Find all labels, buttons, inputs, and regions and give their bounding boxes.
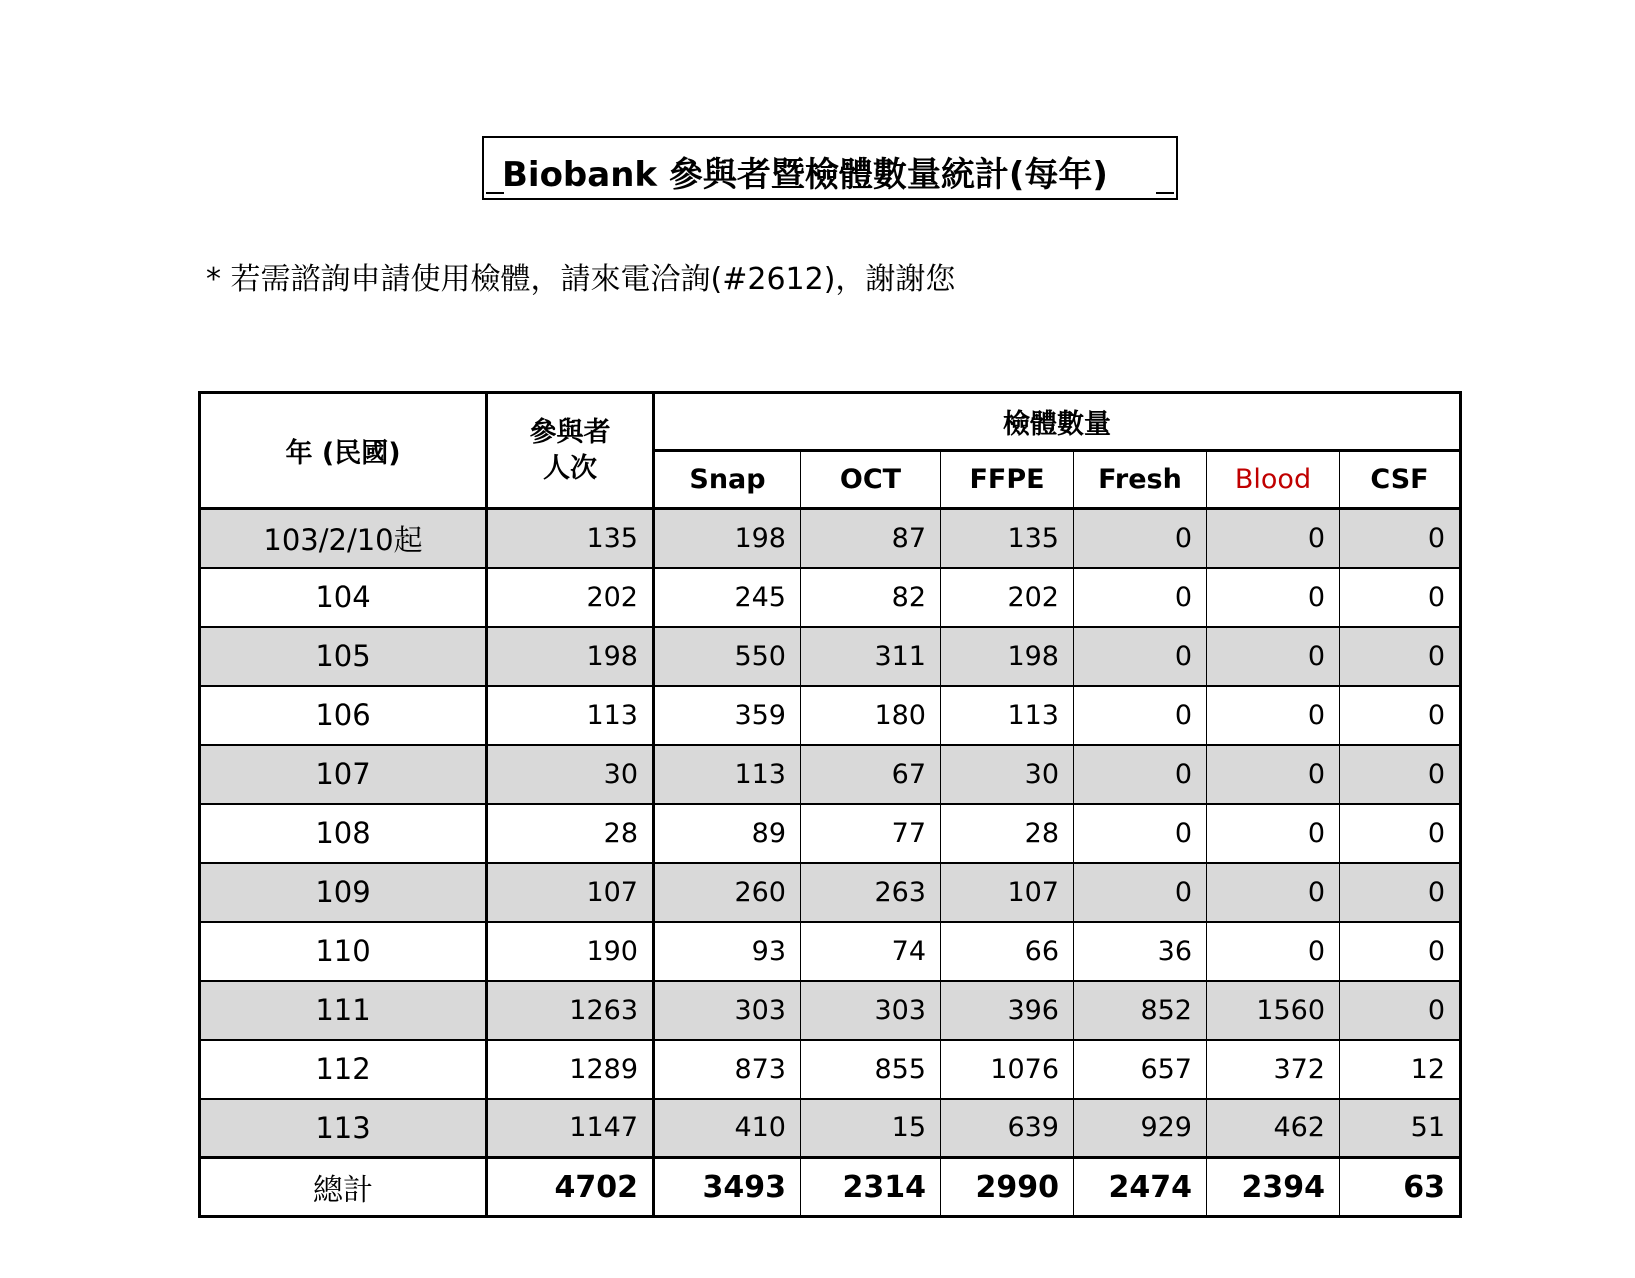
cell-blood: 0 — [1207, 804, 1340, 863]
cell-blood: 0 — [1207, 686, 1340, 745]
cell-fresh: 0 — [1074, 568, 1207, 627]
cell-snap: 550 — [654, 627, 801, 686]
total-row — [200, 1158, 1461, 1217]
cell-oct: 77 — [801, 804, 941, 863]
cell-snap: 410 — [654, 1099, 801, 1158]
cell-year: 總計 — [200, 1158, 487, 1217]
cell-ffpe: 30 — [941, 745, 1074, 804]
cell-ffpe: 113 — [941, 686, 1074, 745]
cell-fresh: 0 — [1074, 745, 1207, 804]
cell-snap: 93 — [654, 922, 801, 981]
cell-blood: 0 — [1207, 509, 1340, 568]
table-row — [200, 509, 1461, 568]
cell-year: 110 — [200, 922, 487, 981]
cell-snap: 3493 — [654, 1158, 801, 1217]
cell-year: 108 — [200, 804, 487, 863]
cell-blood: 0 — [1207, 745, 1340, 804]
cell-ffpe: 28 — [941, 804, 1074, 863]
cell-oct: 67 — [801, 745, 941, 804]
cell-year: 106 — [200, 686, 487, 745]
cell-fresh: 36 — [1074, 922, 1207, 981]
cell-snap: 89 — [654, 804, 801, 863]
cell-oct: 2314 — [801, 1158, 941, 1217]
cell-oct: 303 — [801, 981, 941, 1040]
table-row — [200, 627, 1461, 686]
cell-csf: 0 — [1340, 745, 1461, 804]
table-row — [200, 922, 1461, 981]
cell-year: 104 — [200, 568, 487, 627]
cell-ffpe: 396 — [941, 981, 1074, 1040]
cell-snap: 245 — [654, 568, 801, 627]
cell-ffpe: 107 — [941, 863, 1074, 922]
cell-snap: 873 — [654, 1040, 801, 1099]
cell-participants: 4702 — [487, 1158, 654, 1217]
cell-csf: 0 — [1340, 509, 1461, 568]
cell-fresh: 0 — [1074, 686, 1207, 745]
cell-participants: 202 — [487, 568, 654, 627]
cell-snap: 113 — [654, 745, 801, 804]
cell-oct: 311 — [801, 627, 941, 686]
cell-participants: 107 — [487, 863, 654, 922]
cell-participants: 1289 — [487, 1040, 654, 1099]
table-row — [200, 804, 1461, 863]
cell-fresh: 852 — [1074, 981, 1207, 1040]
cell-fresh: 2474 — [1074, 1158, 1207, 1217]
cell-oct: 87 — [801, 509, 941, 568]
cell-oct: 855 — [801, 1040, 941, 1099]
cell-csf: 0 — [1340, 981, 1461, 1040]
cell-blood: 1560 — [1207, 981, 1340, 1040]
cell-blood: 0 — [1207, 627, 1340, 686]
table-row — [200, 1099, 1461, 1158]
header-fresh: Fresh — [1074, 451, 1207, 509]
cell-csf: 63 — [1340, 1158, 1461, 1217]
cell-oct: 74 — [801, 922, 941, 981]
table-row — [200, 1040, 1461, 1099]
cell-ffpe: 66 — [941, 922, 1074, 981]
cell-csf: 0 — [1340, 686, 1461, 745]
title-box — [482, 136, 1178, 200]
cell-year: 105 — [200, 627, 487, 686]
header-ffpe: FFPE — [941, 451, 1074, 509]
cell-participants: 28 — [487, 804, 654, 863]
cell-blood: 2394 — [1207, 1158, 1340, 1217]
cell-participants: 135 — [487, 509, 654, 568]
header-year: 年 (民國) — [200, 393, 487, 509]
cell-csf: 0 — [1340, 804, 1461, 863]
cell-csf: 51 — [1340, 1099, 1461, 1158]
table-row — [200, 981, 1461, 1040]
cell-snap: 260 — [654, 863, 801, 922]
header-snap: Snap — [654, 451, 801, 509]
cell-participants: 30 — [487, 745, 654, 804]
cell-ffpe: 639 — [941, 1099, 1074, 1158]
cell-blood: 462 — [1207, 1099, 1340, 1158]
table-row — [200, 863, 1461, 922]
cell-participants: 1263 — [487, 981, 654, 1040]
cell-blood: 0 — [1207, 863, 1340, 922]
cell-year: 109 — [200, 863, 487, 922]
cell-oct: 15 — [801, 1099, 941, 1158]
header-blood: Blood — [1207, 451, 1340, 509]
cell-participants: 190 — [487, 922, 654, 981]
cell-oct: 82 — [801, 568, 941, 627]
cell-snap: 198 — [654, 509, 801, 568]
cell-ffpe: 1076 — [941, 1040, 1074, 1099]
cell-csf: 0 — [1340, 627, 1461, 686]
cell-participants: 113 — [487, 686, 654, 745]
cell-oct: 263 — [801, 863, 941, 922]
cell-ffpe: 202 — [941, 568, 1074, 627]
cell-fresh: 657 — [1074, 1040, 1207, 1099]
statistics-table — [198, 391, 1462, 1218]
title-underline-right — [1156, 192, 1174, 194]
cell-fresh: 0 — [1074, 509, 1207, 568]
cell-year: 112 — [200, 1040, 487, 1099]
table-row — [200, 686, 1461, 745]
header-participants — [487, 393, 654, 509]
header-specimen-count: 檢體數量 — [654, 393, 1461, 451]
cell-year: 107 — [200, 745, 487, 804]
table-row — [200, 568, 1461, 627]
cell-year: 113 — [200, 1099, 487, 1158]
header-oct: OCT — [801, 451, 941, 509]
table-row — [200, 745, 1461, 804]
cell-blood: 0 — [1207, 568, 1340, 627]
cell-fresh: 0 — [1074, 804, 1207, 863]
cell-fresh: 0 — [1074, 863, 1207, 922]
header-participants-text: 參與者 人次 — [529, 417, 611, 484]
cell-blood: 372 — [1207, 1040, 1340, 1099]
cell-participants: 1147 — [487, 1099, 654, 1158]
cell-csf: 0 — [1340, 922, 1461, 981]
cell-snap: 359 — [654, 686, 801, 745]
cell-csf: 12 — [1340, 1040, 1461, 1099]
cell-year: 103/2/10起 — [200, 509, 487, 568]
cell-blood: 0 — [1207, 922, 1340, 981]
cell-fresh: 929 — [1074, 1099, 1207, 1158]
cell-participants: 198 — [487, 627, 654, 686]
cell-ffpe: 2990 — [941, 1158, 1074, 1217]
inquiry-note: * 若需諮詢申請使用檢體，請來電洽詢(#2612)，謝謝您 — [206, 262, 956, 297]
cell-fresh: 0 — [1074, 627, 1207, 686]
page-title: Biobank 參與者暨檢體數量統計(每年) — [502, 155, 1108, 195]
cell-year: 111 — [200, 981, 487, 1040]
cell-snap: 303 — [654, 981, 801, 1040]
cell-oct: 180 — [801, 686, 941, 745]
cell-csf: 0 — [1340, 568, 1461, 627]
cell-csf: 0 — [1340, 863, 1461, 922]
cell-ffpe: 135 — [941, 509, 1074, 568]
header-csf: CSF — [1340, 451, 1461, 509]
cell-ffpe: 198 — [941, 627, 1074, 686]
